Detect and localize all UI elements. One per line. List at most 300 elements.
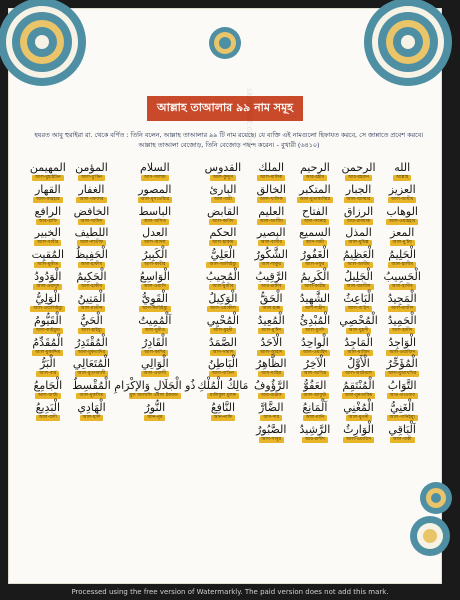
arabic-name: النَّافِعُ (210, 401, 236, 415)
name-cell (337, 378, 381, 400)
arabic-name: الفتاح (302, 204, 328, 218)
name-cell (196, 357, 249, 379)
name-cell (70, 247, 114, 269)
name-cell (70, 182, 114, 204)
name-cell (337, 204, 381, 226)
arabic-name: الْوَدُودُ (34, 270, 62, 284)
bengali-name-tag: আল-জালীল (344, 284, 374, 290)
name-cell (249, 422, 293, 444)
bengali-name-tag: আল-কারীম (301, 284, 328, 290)
name-cell (70, 291, 114, 313)
arabic-name: الظَّاهِرُ (255, 357, 287, 371)
name-cell (337, 357, 381, 379)
arabic-name: المذل (345, 226, 372, 240)
name-cell (249, 400, 293, 422)
bengali-name-tag: আল-কাদির (141, 350, 168, 356)
name-cell (26, 204, 70, 226)
page-title: আল্লাহ তাআলার ৯৯ নাম সমূহ (147, 96, 303, 121)
name-cell (196, 269, 249, 291)
bengali-name-tag: আল-কাবীর (141, 262, 168, 268)
name-cell (113, 291, 196, 313)
bengali-name-tag: আল-বাতিন (209, 371, 237, 377)
arabic-name: الْبَرُّ (39, 357, 56, 371)
mandala-ornament-top-right (360, 0, 456, 90)
bengali-name-tag: আয-যাহির (258, 371, 284, 377)
bengali-name-tag: আদ-দার (260, 415, 282, 421)
name-cell (249, 378, 293, 400)
bengali-name-tag: আল-হামীদ (389, 328, 415, 334)
arabic-name: الْمُتَعَالِي (72, 357, 111, 371)
name-cell (293, 182, 337, 204)
arabic-name: الْمَاجِدُ (344, 335, 373, 349)
bengali-name-tag: আস-সামী (303, 240, 327, 246)
name-cell (70, 335, 114, 357)
name-cell (293, 160, 337, 182)
arabic-name: الله (394, 160, 411, 174)
arabic-name: الصَّبُورُ (256, 423, 287, 437)
bengali-name-tag: আল-হাকীম (78, 284, 105, 290)
bengali-name-tag: আল-মুকতাদির (75, 350, 108, 356)
arabic-name: الْمُغْنِي (343, 401, 374, 415)
name-cell (337, 400, 381, 422)
arabic-name: السلام (140, 160, 170, 174)
name-cell (293, 400, 337, 422)
name-cell (113, 269, 196, 291)
name-cell (380, 357, 424, 379)
bengali-name-tag: আল-মুসাওয়্যির (138, 197, 173, 203)
name-cell (337, 160, 381, 182)
arabic-name: الْمُعِيدُ (257, 313, 285, 327)
arabic-name: الْمُنْتَقِمُ (342, 379, 375, 393)
bengali-name-tag: আল-আযীম (344, 262, 372, 268)
arabic-name: المهيمن (29, 160, 66, 174)
arabic-name: المؤمن (75, 160, 108, 174)
arabic-name: الْمُقْسِطُ (72, 379, 111, 393)
arabic-name: المُقيِت (31, 248, 65, 262)
name-cell (26, 357, 70, 379)
bengali-name-tag: আল-আলিইয়্যু (206, 262, 239, 268)
arabic-name: الْوَكِيلُ (208, 291, 238, 305)
bengali-name-tag: আল-খালিক (257, 197, 286, 203)
name-cell (249, 335, 293, 357)
name-cell (26, 291, 70, 313)
name-cell (70, 313, 114, 335)
name-cell (337, 269, 381, 291)
bengali-name-tag: আল-মুআখখির (385, 371, 419, 377)
arabic-name: الصَّمَدُ (208, 335, 237, 349)
bengali-name-tag: আল-জামি (35, 393, 61, 399)
bengali-name-tag: আস-সাবূর (259, 437, 285, 443)
arabic-name: الْمُحْصِي (339, 313, 378, 327)
bengali-name-tag: আল-কাবিদ (209, 219, 236, 225)
name-cell (380, 291, 424, 313)
bengali-name-tag: আল-ওয়ারিস (343, 437, 374, 443)
arabic-name: الْمُبْدِئُ (299, 313, 331, 327)
name-cell (196, 160, 249, 182)
name-cell (70, 204, 114, 226)
arabic-name: الرزاق (343, 204, 374, 218)
bengali-name-tag: আল-মু'ইয (390, 240, 415, 246)
name-cell (293, 357, 337, 379)
arabic-name: القهار (34, 182, 61, 196)
bengali-name-tag: আল্লাহ (393, 175, 411, 181)
name-cell (26, 335, 70, 357)
arabic-name: اَلْمُمِيتُ (138, 313, 172, 327)
bengali-name-tag: আল-আহাদ (257, 350, 285, 356)
bengali-name-tag: আল-আলীম (257, 219, 286, 225)
bengali-name-tag: আল-কাবিইয়্যু (139, 306, 170, 312)
arabic-name: الْحَيُّ (80, 313, 103, 327)
arabic-name: النُّورُ (144, 401, 166, 415)
bengali-name-tag: আল-বাসিত (141, 219, 169, 225)
name-cell (70, 226, 114, 248)
name-cell (249, 204, 293, 226)
arabic-name: الجبار (345, 182, 372, 196)
arabic-name: العزيز (388, 182, 416, 196)
arabic-name: الخافض (73, 204, 110, 218)
arabic-name: الْوَالِي (141, 357, 169, 371)
arabic-name: الرحمن (341, 160, 376, 174)
arabic-name: الْآخِرُ (303, 357, 326, 371)
bengali-name-tag: আল-মুনতাকিম (342, 393, 376, 399)
name-cell (337, 247, 381, 269)
arabic-name: الْمُقَدِّمُ (32, 335, 64, 349)
name-cell (70, 400, 114, 422)
bengali-name-tag: আল-খাফিদ (78, 219, 106, 225)
arabic-name: الْكَبِيرُ (142, 248, 168, 262)
name-cell (380, 313, 424, 335)
arabic-name: الْكَرِيمُ (300, 270, 330, 284)
mandala-ornament-top-left (0, 0, 90, 90)
bengali-name-tag: আল-মুযিল্ল (345, 240, 371, 246)
name-cell (380, 182, 424, 204)
arabic-name: الْواحِدُ (301, 335, 329, 349)
bengali-name-tag: আল-আখির (301, 371, 330, 377)
name-cell (380, 226, 424, 248)
name-cell (249, 182, 293, 204)
name-cell (196, 313, 249, 335)
name-cell (113, 335, 196, 357)
arabic-name: القدوس (204, 160, 242, 174)
name-cell (26, 182, 70, 204)
bengali-name-tag: আল-জাব্বার (344, 197, 374, 203)
names-grid (26, 160, 424, 575)
bengali-name-tag: আর-রাফি (36, 219, 60, 225)
name-cell (249, 357, 293, 379)
bengali-name-tag: আত-তাওয়াব (387, 393, 418, 399)
bengali-name-tag: আল-বাসীর (258, 240, 285, 246)
bengali-name-tag: আল-গফুর (302, 262, 327, 268)
name-cell (26, 247, 70, 269)
arabic-name: المصور (138, 182, 172, 196)
arabic-name: الْمُجِيبُ (205, 270, 240, 284)
bengali-name-tag: আল-খাবীর (34, 240, 61, 246)
arabic-name: الْأَوَّلُ (347, 357, 370, 371)
arabic-name: الْجَلِيلُ (344, 270, 373, 284)
name-cell (249, 160, 293, 182)
arabic-name: الْحَفِيظُ (75, 248, 108, 262)
name-cell (249, 269, 293, 291)
arabic-name: الْوَلِيُّ (35, 291, 61, 305)
arabic-name: العَفُوُّ (303, 379, 327, 393)
bengali-name-tag: আল-ওয়ালী (141, 371, 170, 377)
bengali-name-tag: যুল জালালি ওয়াল ইকরাম (129, 393, 181, 399)
arabic-name: الْمُحْيِي (206, 313, 240, 327)
bengali-name-tag: আর-রাশীদ (302, 437, 328, 443)
arabic-name: الْعَلِيُّ (210, 248, 236, 262)
bengali-name-tag: আর-রহীম (303, 175, 327, 181)
arabic-name: المتكبر (299, 182, 331, 196)
arabic-name: الرَّشِيدُ (299, 423, 331, 437)
name-cell (113, 357, 196, 379)
name-cell (196, 335, 249, 357)
arabic-name: الْهَادِي (77, 401, 106, 415)
name-cell (380, 160, 424, 182)
bengali-name-tag: আল-গফফার (76, 197, 106, 203)
bengali-name-tag: আর-রাকীব (258, 284, 285, 290)
name-cell (70, 160, 114, 182)
bengali-name-tag: আল-আফুউ (301, 393, 330, 399)
name-cell (337, 422, 381, 444)
watermark-text: skmmart.com (245, 88, 254, 144)
arabic-name: الحكم (209, 226, 237, 240)
bengali-name-tag: আন-নূর (144, 415, 165, 421)
arabic-name: الْوَارِثُ (343, 423, 374, 437)
arabic-name: الْجَامِعُ (33, 379, 63, 393)
arabic-name: البارئ (209, 182, 237, 196)
arabic-name: الْمَتِينُ (77, 291, 106, 305)
name-cell (196, 378, 249, 400)
name-cell (380, 335, 424, 357)
arabic-name: المعز (390, 226, 415, 240)
name-cell (113, 378, 196, 400)
bengali-name-tag: আল-কুদ্দুস (210, 175, 236, 181)
arabic-name: الوهاب (386, 204, 418, 218)
name-cell (113, 204, 196, 226)
bengali-name-tag: আল-ফাত্তাহ (301, 219, 329, 225)
bengali-name-tag: আল-ওয়াহহাব (386, 219, 419, 225)
name-cell (113, 182, 196, 204)
arabic-name: السميع (299, 226, 331, 240)
arabic-name: الْمُؤَخِّرُ (386, 357, 418, 371)
arabic-name: الْغَفُورُ (300, 248, 330, 262)
arabic-name: التَّوَابُ (387, 379, 417, 393)
arabic-name: الْقَوِيُّ (141, 291, 168, 305)
bengali-name-tag: আল-ওয়ালিইয়্যু (30, 306, 65, 312)
bengali-name-tag: আল-হাসীব (389, 284, 416, 290)
bengali-name-tag: আল-মু'মিন (78, 175, 105, 181)
bengali-name-tag: আল-মুকাদ্দিম (32, 350, 63, 356)
arabic-name: اَلْبَاقِي (388, 423, 416, 437)
arabic-name: الرافع (34, 204, 62, 218)
bengali-name-tag: আল-আদল (141, 240, 169, 246)
name-cell (293, 422, 337, 444)
name-cell (70, 357, 114, 379)
bengali-name-tag: আল-হাকাম (209, 240, 236, 246)
arabic-name: اَلْمَانِعُ (302, 401, 328, 415)
bengali-name-tag: আল-মুমীত (142, 328, 168, 334)
hadith-text: হযরত আবু হুরাইরা রা. থেকে বর্ণিত : তিনি বলেন, আল্লাহ তাআলার ৯৯ টি নাম রয়েছে। যে ব্যক্তি এই নামগুলো হিফাযত করবে, সে জান্নাতে প্রবেশ করবে। আল্লাহ তাআলা বেজোড়, তিনি বেজোড় পছন্দ করেন। - বুখারী (৬৪১০) (34, 131, 424, 149)
bengali-name-tag: আল-মানি (303, 415, 327, 421)
arabic-name: الغفار (78, 182, 105, 196)
bengali-name-tag: আল-মুতাআলী (75, 371, 109, 377)
bengali-name-tag: আল-মাতীন (78, 306, 106, 312)
name-cell (113, 313, 196, 335)
arabic-name: الْمَجِيدُ (387, 291, 417, 305)
arabic-name: الْقَيُّومُ (33, 313, 62, 327)
bengali-name-tag: আল-আউয়াল (342, 371, 375, 377)
arabic-name: الْحَكِيمُ (76, 270, 107, 284)
name-cell (380, 204, 424, 226)
arabic-name: اللطيف (74, 226, 109, 240)
bengali-name-tag: আল-মু'ঈদ (258, 328, 284, 334)
bengali-name-tag: আর-রাঊফ (258, 393, 285, 399)
bengali-name-tag: আল-মালিক (257, 175, 285, 181)
name-cell (380, 422, 424, 444)
name-cell (337, 291, 381, 313)
arabic-name: العليم (258, 204, 285, 218)
arabic-name: مَالِكُ الْمُلْكِ (197, 379, 249, 393)
bengali-name-tag: আল-ওয়াহিদ (300, 350, 330, 356)
bengali-name-tag: আল-আযীয (388, 197, 416, 203)
arabic-name: العدل (142, 226, 168, 240)
name-cell (293, 247, 337, 269)
watermark-footer: Processed using the free version of Watermarkly. The paid version does not add this mark. (0, 584, 460, 600)
name-cell (249, 247, 293, 269)
bengali-name-tag: আস-সালাম (141, 175, 169, 181)
bengali-name-tag: আল-হাইয়্যু (78, 328, 105, 334)
bengali-name-tag: আল-বাকী (390, 437, 415, 443)
name-cell (293, 226, 337, 248)
name-cell (293, 269, 337, 291)
name-cell (293, 291, 337, 313)
arabic-name: الْحَقُّ (259, 291, 283, 305)
bengali-name-tag: আল-বারী (211, 197, 235, 203)
mandala-ornament-top-center (208, 26, 242, 60)
arabic-name: الْقَادِرُ (142, 335, 168, 349)
bengali-name-tag: আল-মাজিদ (344, 350, 372, 356)
bengali-name-tag: আল-ওয়াসি (141, 284, 169, 290)
arabic-name: الرَّقِيبُ (255, 270, 288, 284)
name-cell (380, 247, 424, 269)
name-cell (337, 182, 381, 204)
name-cell (113, 400, 196, 422)
bengali-name-tag: আল-কাইয়্যুম (33, 328, 63, 334)
bengali-name-tag: আর-রহমান (345, 175, 372, 181)
bengali-name-tag: আল-লাতীফ (77, 240, 106, 246)
arabic-name: الخالق (256, 182, 286, 196)
name-cell (113, 247, 196, 269)
bengali-name-tag: আল-গানিইয়্যু (387, 415, 418, 421)
bengali-name-tag: আল-ওয়াজিদ (386, 350, 418, 356)
name-cell (70, 269, 114, 291)
name-cell (196, 182, 249, 204)
arabic-name: القابض (206, 204, 239, 218)
arabic-name: الشَّكُورُ (254, 248, 288, 262)
name-cell (26, 226, 70, 248)
bengali-name-tag: আল-হাদী (80, 415, 104, 421)
bengali-name-tag: আন-নাফি (211, 415, 236, 421)
arabic-name: الخبير (34, 226, 61, 240)
name-cell (196, 204, 249, 226)
name-cell (196, 226, 249, 248)
name-cell (249, 313, 293, 335)
name-cell (26, 378, 70, 400)
bengali-name-tag: আশ-শাহীদ (302, 306, 328, 312)
name-cell (196, 400, 249, 422)
name-cell (249, 291, 293, 313)
bengali-name-tag: আস-সামাদ (210, 350, 237, 356)
bengali-name-tag: আর-রাযযাক (344, 219, 373, 225)
arabic-name: الْغَنِيُّ (390, 401, 415, 415)
arabic-name: الْمُقْتَدِرُ (75, 335, 108, 349)
name-cell (196, 247, 249, 269)
bengali-name-tag: আল-হালীম (388, 262, 415, 268)
arabic-name: الْبَاطِنُ (207, 357, 239, 371)
name-cell (113, 160, 196, 182)
bengali-name-tag: আল-বাদী (36, 415, 60, 421)
name-cell (26, 160, 70, 182)
name-cell (293, 313, 337, 335)
bengali-name-tag: আল-মুগনী (346, 415, 372, 421)
arabic-name: الضَّارَّ (258, 401, 284, 415)
arabic-name: الباسط (138, 204, 172, 218)
bengali-name-tag: আল-মুজীব (209, 284, 236, 290)
name-cell (26, 400, 70, 422)
arabic-name: الملك (258, 160, 285, 174)
bengali-name-tag: আল-মুহসী (346, 328, 372, 334)
name-cell (113, 226, 196, 248)
arabic-name: ذُو الْجَلَالِ وَالإكْرَامِ (114, 379, 196, 393)
arabic-name: الْعَظِيمُ (342, 248, 375, 262)
bengali-name-tag: আল-মুবদি (302, 328, 327, 334)
arabic-name: الشَّهِيدُ (299, 291, 331, 305)
name-cell (337, 313, 381, 335)
name-cell (249, 226, 293, 248)
name-cell (26, 313, 70, 335)
bengali-name-tag: মালিকুল মুলক (207, 393, 239, 399)
name-cell (380, 269, 424, 291)
name-cell (293, 335, 337, 357)
name-cell (26, 269, 70, 291)
arabic-name: الْوَاجِدُ (388, 335, 417, 349)
arabic-name: الْبَاعِثُ (343, 291, 374, 305)
bengali-name-tag: আল-মাজীদ (388, 306, 416, 312)
arabic-name: الرحيم (299, 160, 330, 174)
arabic-name: الْبَدِيعُ (35, 401, 61, 415)
arabic-name: الْاَحَدُ (260, 335, 283, 349)
bengali-name-tag: আল-মুকীত (34, 262, 61, 268)
bengali-name-tag: আল-বা'ইস (345, 306, 372, 312)
bengali-name-tag: আল-বার্র (36, 371, 59, 377)
name-cell (293, 378, 337, 400)
name-cell (293, 204, 337, 226)
bengali-name-tag: আল-মুতাকাব্বির (297, 197, 333, 203)
name-cell (337, 226, 381, 248)
bengali-name-tag: আল-মুহয়ী (210, 328, 235, 334)
bengali-name-tag: আল-মুকসিত (76, 393, 106, 399)
arabic-name: الْحَسِيبُ (383, 270, 421, 284)
arabic-name: الْحَلِيمُ (388, 248, 417, 262)
bengali-name-tag: আল-হাফীয (78, 262, 106, 268)
bengali-name-tag: আল-হাক্ক (259, 306, 283, 312)
bengali-name-tag: আল-ওয়াদুদ (33, 284, 62, 290)
arabic-name: الرَّؤُوفُ (254, 379, 289, 393)
title-area (8, 96, 442, 121)
name-cell (70, 378, 114, 400)
bengali-name-tag: আল-ওয়াকীল (207, 306, 239, 312)
poster (8, 8, 442, 584)
